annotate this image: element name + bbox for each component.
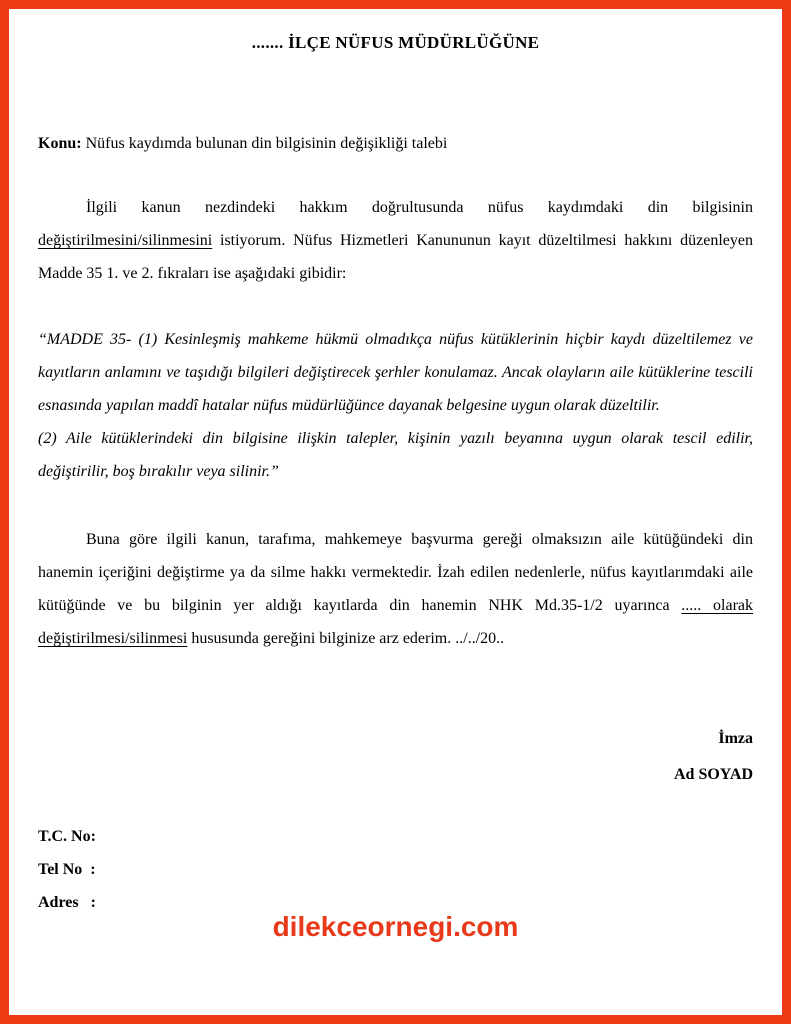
request-paragraph <box>38 191 753 290</box>
signature-block <box>38 721 753 793</box>
contact-line-tc-no <box>38 820 753 853</box>
tel-no-label: Tel No : <box>38 861 96 878</box>
document-title: ....... İLÇE NÜFUS MÜDÜRLÜĞÜNE <box>251 33 540 52</box>
closing-paragraph <box>38 523 753 655</box>
subject-line <box>38 127 753 160</box>
site-watermark: dilekceornegi.com <box>272 911 519 942</box>
closing-text-after: hususunda gereğini bilginize arz ederim. ../../20.. <box>187 630 505 647</box>
contact-block <box>38 820 753 919</box>
tc-no-label: T.C. No: <box>38 828 96 845</box>
request-text-after: istiyorum. Nüfus Hizmetleri Kanununun kayıt düzeltilmesi hakkını düzenleyen Madde 35 1. ve 2. fıkraları ise aşağıdaki gibidir: <box>38 232 753 282</box>
subject-label: Konu: <box>38 135 82 152</box>
underlined-change-delete-phrase: değiştirilmesini/silinmesini <box>38 232 213 249</box>
closing-text-before: Buna göre ilgili kanun, tarafıma, mahkemeye başvurma gereği olmaksızın aile kütüğündeki din hanemin içeriğini değiştirme ya da silme hakkı vermektedir. İzah edilen nedenlerle, nüfus kayıtlarımdaki aile kütüğünde ve bu bilginin yer aldığı kayıtlarda din hanemin NHK Md.35-1/2 uyarınca <box>38 531 753 614</box>
law-quote-paragraph-1: “MADDE 35- (1) Kesinleşmiş mahkeme hükmü olmadıkça nüfus kütüklerinin hiçbir kaydı düzeltilemez ve kayıtların anlamını ve taşıdığı bilgileri değiştirecek şerhler konulamaz. Ancak olayların aile kütüklerine tescili esnasında yapılan maddî hatalar nüfus müdürlüğünce dayanak belgesine uygun olarak düzeltilir. <box>38 331 753 414</box>
subject-text: Nüfus kaydımda bulunan din bilgisinin değişikliği talebi <box>81 135 448 152</box>
law-quote-block <box>38 323 753 488</box>
underlined-change-request-phrase: ..... olarak değiştirilmesi/silinmesi <box>38 597 754 647</box>
law-quote-paragraph-2: (2) Aile kütüklerindeki din bilgisine ilişkin talepler, kişinin yazılı beyanına uygun olarak tescil edilir, değiştirilir, boş bırakılır veya silinir.” <box>38 430 753 480</box>
adres-label: Adres : <box>38 894 96 911</box>
contact-line-tel-no <box>38 853 753 886</box>
signature-imza-label: İmza <box>718 730 753 747</box>
request-text-before: İlgili kanun nezdindeki hakkım doğrultusunda nüfus kaydımdaki din bilgisinin <box>86 199 753 216</box>
signature-name-placeholder: Ad SOYAD <box>674 766 753 783</box>
